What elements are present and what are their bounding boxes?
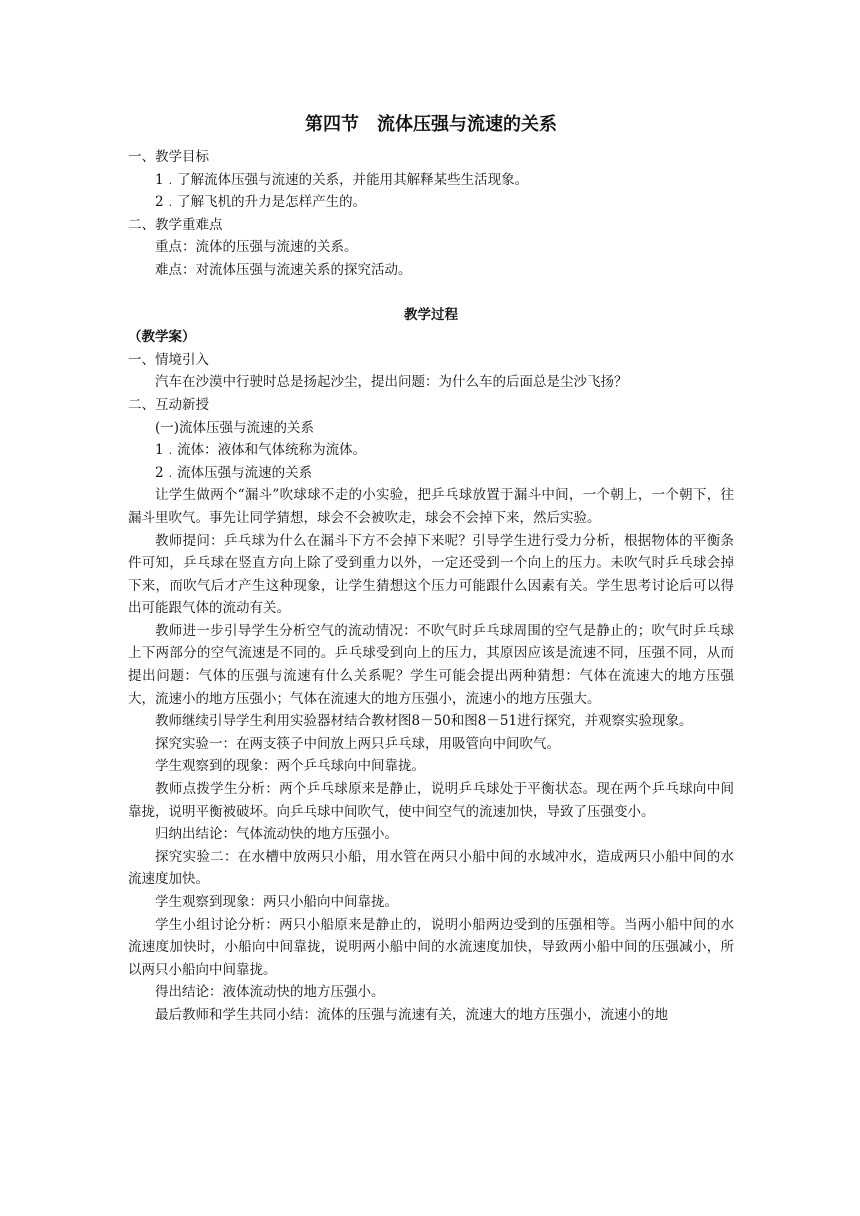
goals-heading: 一、教学目标 (128, 149, 209, 165)
paragraph: 教师提问：乒乓球为什么在漏斗下方不会掉下来呢？引导学生进行受力分析，根据物体的平衡条件可知，乒乓球在竖直方向上除了受到重力以外，一定还受到一个向上的压力。未吹气时乒乓球会掉下来，而吹气后才产生这种现象，让学生猜想这个压力可能跟什么因素有关。学生思考讨论后可以得出可能跟气体的流动有关。 (128, 532, 734, 617)
definition-fluid: 1﹒流体：液体和气体统称为流体。 (155, 442, 367, 459)
intro-heading: 一、情境引入 (128, 351, 209, 368)
paragraph: 学生观察到现象：两只小船向中间靠拢。 (155, 894, 398, 910)
page-title: 第四节 流体压强与流速的关系 (305, 114, 557, 135)
paragraph: 最后教师和学生共同小结：流体的压强与流速有关，流速大的地方压强小，流速小的地 (155, 1006, 668, 1023)
focus-difficulty: 难点：对流体压强与流速关系的探究活动。 (155, 261, 412, 278)
goal-item-2: 2﹒了解飞机的升力是怎样产生的。 (155, 194, 367, 211)
paragraph: 探究实验一：在两支筷子中间放上两只乒乓球，用吸管向中间吹气。 (155, 735, 560, 752)
teaching-heading: 二、互动新授 (128, 396, 209, 413)
paragraph: 得出结论：液体流动快的地方压强小。 (155, 984, 385, 1001)
intro-text: 汽车在沙漠中行驶时总是扬起沙尘，提出问题：为什么车的后面总是尘沙飞扬？ (155, 374, 628, 391)
teaching-subheading: (一)流体压强与流速的关系 (155, 419, 315, 436)
paragraph: 教师点拨学生分析：两个乒乓球原来是静止，说明乒乓球处于平衡状态。现在两个乒乓球向中间靠拢，说明平衡被破坏。向乒乓球中间吹气，使中间空气的流速加快，导致了压强变小。 (128, 781, 734, 820)
paragraph: 学生观察到的现象：两个乒乓球向中间靠拢。 (155, 758, 425, 775)
goal-item-1: 1﹒了解流体压强与流速的关系，并能用其解释某些生活现象。 (155, 171, 529, 188)
process-title: 教学过程 (404, 306, 458, 323)
paragraph: 教师进一步引导学生分析空气的流动情况：不吹气时乒乓球周围的空气是静止的；吹气时乒乓球上下两部分的空气流速是不同的。乒乓球受到向上的压力，其原因应该是流速不同，压强不同，从而提出问题：气体的压强与流速有什么关系呢？学生可能会提出两种猜想：气体在流速大的地方压强大，流速小的地方压强小；气体在流速大的地方压强小，流速小的地方压强大。 (128, 622, 734, 707)
paragraph: 教师继续引导学生利用实验器材结合教材图8－50和图8－51进行探究，并观察实验现象。 (155, 713, 693, 730)
paragraph: 让学生做两个“漏斗”吹球球不走的小实验，把乒乓球放置于漏斗中间，一个朝上，一个朝下，往漏斗里吹气。事先让同学猜想，球会不会被吹走，球会不会掉下来，然后实验。 (128, 487, 734, 526)
paragraph: 探究实验二：在水槽中放两只小船，用水管在两只小船中间的水域冲水，造成两只小船中间的水流速度加快。 (128, 848, 734, 888)
plan-label: （教学案） (128, 329, 196, 346)
document-page (128, 112, 734, 1027)
definition-relation: 2﹒流体压强与流速的关系 (155, 464, 313, 481)
paragraph: 学生小组讨论分析：两只小船原来是静止的，说明小船两边受到的压强相等。当两小船中间的水流速度加快时，小船向中间靠拢，说明两小船中间的水流速度加快，导致两小船中间的压强减小，所以两只小船向中间靠拢。 (128, 916, 734, 978)
paragraph: 归纳出结论：气体流动快的地方压强小。 (155, 826, 398, 843)
focus-key: 重点：流体的压强与流速的关系。 (155, 239, 358, 256)
focus-heading: 二、教学重难点 (128, 216, 223, 233)
